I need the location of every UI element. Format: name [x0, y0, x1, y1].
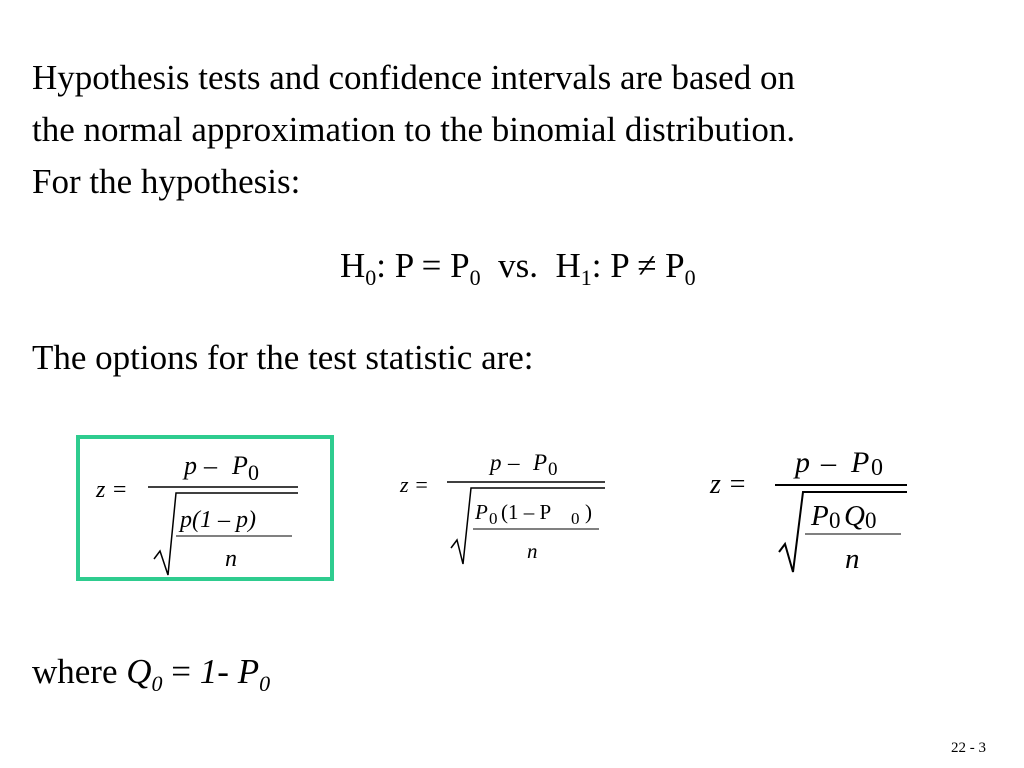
formula-3-lhs: z = [710, 469, 747, 500]
options-text: The options for the test statistic are: [32, 338, 534, 377]
formula-3 [705, 440, 920, 580]
formula-1-num-sub: 0 [248, 460, 259, 485]
formula-2-den-sub-1: 0 [489, 509, 498, 528]
formula-3-n: n [845, 543, 860, 575]
formula-2-num-P: P [533, 450, 548, 475]
h0-subscript: 0 [365, 265, 377, 290]
vs-text: vs. [498, 246, 539, 285]
formula-3-num-minus: – [821, 446, 836, 479]
where-definition [32, 652, 270, 697]
h1-subscript: 1 [580, 265, 592, 290]
formula-3-den-sub-1: 0 [829, 508, 841, 533]
formula-2-n: n [527, 539, 538, 563]
formula-1-svg [80, 439, 330, 577]
formula-3-num-P: P [851, 446, 870, 479]
where-q-sub: 0 [151, 671, 163, 696]
formula-3-den-P: P [811, 500, 829, 532]
intro-line-2: the normal approximation to the binomial distribution. [32, 110, 796, 149]
where-equals: = [162, 652, 200, 691]
formula-3-den-Q: Q [844, 500, 865, 532]
h0-rest: : P = P [376, 246, 470, 285]
formula-2-num-minus: – [508, 450, 520, 475]
formula-2-num-p: p [490, 450, 502, 475]
formula-2-den-sub-2: 0 [571, 509, 580, 528]
p0-subscript: 0 [469, 265, 481, 290]
formula-2-den-P: P [475, 500, 488, 524]
intro-line-3: For the hypothesis: [32, 162, 301, 201]
formula-3-sqrt-sign [779, 492, 907, 572]
h1-rest: : P ≠ P [591, 246, 685, 285]
formula-3-den-sub-2: 0 [865, 508, 877, 533]
where-word: where [32, 652, 118, 691]
formula-2-den-mid: (1 – P [501, 500, 552, 524]
formula-1-num-minus: – [204, 451, 217, 480]
formula-2-lhs: z = [400, 472, 429, 497]
formula-1-highlighted [76, 435, 334, 581]
formula-3-svg [705, 440, 920, 580]
formula-2 [395, 440, 615, 575]
formula-2-svg [395, 440, 615, 575]
formula-1-num-P: P [232, 451, 248, 480]
page-number: 22 - 3 [951, 740, 986, 756]
formula-1-num-p: p [184, 451, 197, 480]
formula-1-n: n [225, 546, 237, 572]
formula-1-lhs: z = [96, 477, 128, 503]
where-one: 1 [199, 652, 218, 691]
hypothesis-statement [340, 246, 696, 291]
formula-3-num-sub: 0 [871, 455, 883, 481]
formula-2-num-sub: 0 [548, 459, 558, 480]
h1-label: H [555, 246, 581, 285]
where-p: P [237, 652, 260, 691]
where-q: Q [126, 652, 152, 691]
intro-paragraph [32, 52, 992, 208]
formula-1-den: p(1 – p) [180, 507, 256, 533]
p0-subscript-2: 0 [684, 265, 696, 290]
where-dash: - [217, 652, 238, 691]
h0-label: H [340, 246, 366, 285]
where-p-sub: 0 [259, 671, 271, 696]
formula-3-num-p: p [795, 446, 810, 479]
formula-2-den-close: ) [585, 500, 592, 524]
intro-line-1: Hypothesis tests and confidence intervals are based on [32, 58, 795, 97]
